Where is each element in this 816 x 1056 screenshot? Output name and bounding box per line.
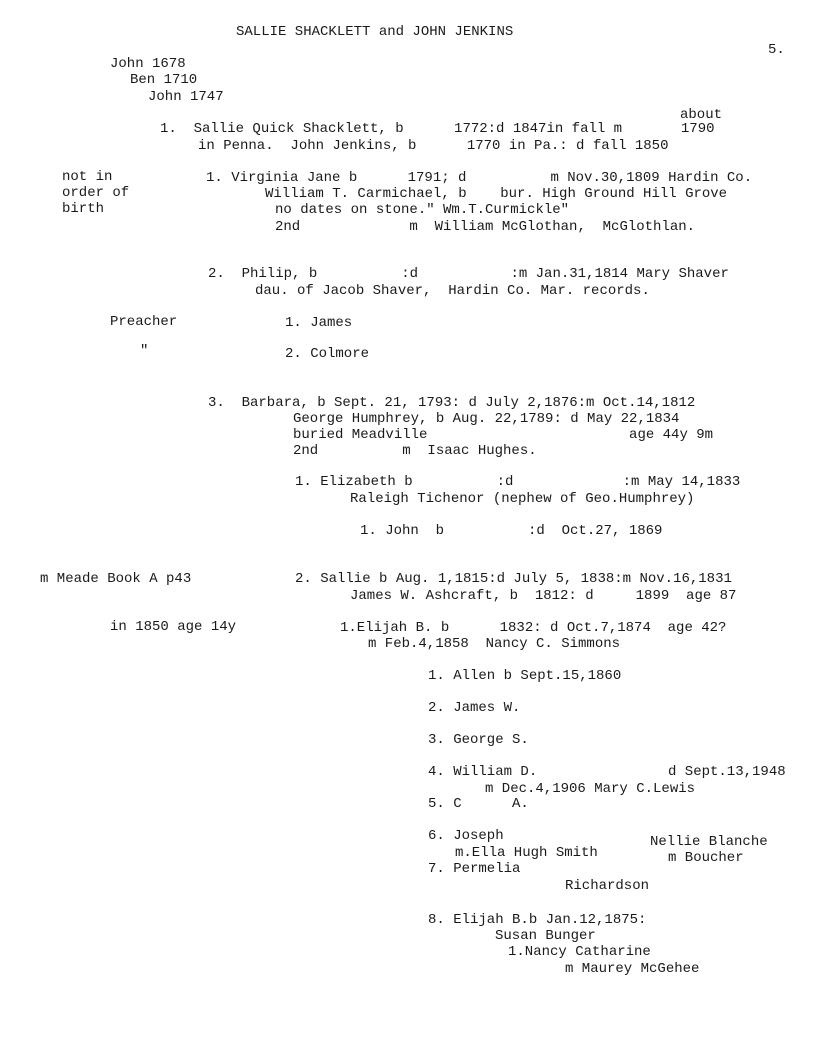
side-note: order of bbox=[62, 185, 130, 201]
entry-line: 1. John b :d Oct.27, 1869 bbox=[360, 523, 663, 539]
child-entry: Nellie Blanche bbox=[650, 834, 768, 850]
child-entry: Susan Bunger bbox=[495, 928, 596, 944]
entry-line: 2. Colmore bbox=[285, 346, 370, 362]
child-entry: 1.Nancy Catharine bbox=[508, 944, 651, 960]
child-entry: d Sept.13,1948 bbox=[668, 764, 786, 780]
entry-line: m Feb.4,1858 Nancy C. Simmons bbox=[368, 636, 621, 652]
side-note: " bbox=[140, 343, 149, 359]
ancestor-line: John 1678 bbox=[110, 56, 186, 72]
child-entry: m Maurey McGehee bbox=[565, 961, 700, 977]
entry-line: William T. Carmichael, b bur. High Ground Hill Grove bbox=[265, 186, 728, 202]
entry-line: James W. Ashcraft, b 1812: d 1899 age 87 bbox=[350, 588, 737, 604]
entry-line: George Humphrey, b Aug. 22,1789: d May 22,1834 bbox=[293, 411, 680, 427]
child-entry: m Dec.4,1906 Mary C.Lewis bbox=[485, 781, 696, 797]
entry-line: no dates on stone." Wm.T.Curmickle" bbox=[275, 202, 570, 218]
entry-line: 1. James bbox=[285, 315, 353, 331]
entry-line: 1.Elijah B. b 1832: d Oct.7,1874 age 42? bbox=[340, 620, 727, 636]
side-note: birth bbox=[62, 201, 105, 217]
child-entry: 1. Allen b Sept.15,1860 bbox=[428, 668, 622, 684]
page-title: SALLIE SHACKLETT and JOHN JENKINS bbox=[236, 24, 514, 40]
main-couple-line: 1. Sallie Quick Shacklett, b 1772:d 1847in fall m 1790 bbox=[160, 121, 715, 137]
about-note: about bbox=[680, 107, 723, 123]
child-entry: 5. C A. bbox=[428, 796, 529, 812]
entry-line: 1. Elizabeth b :d :m May 14,1833 bbox=[295, 474, 741, 490]
entry-line: Raleigh Tichenor (nephew of Geo.Humphrey) bbox=[350, 491, 695, 507]
entry-line: 2nd m Isaac Hughes. bbox=[293, 443, 537, 459]
side-note: Preacher bbox=[110, 314, 178, 330]
child-entry: 2. James W. bbox=[428, 700, 521, 716]
entry-line: 2. Sallie b Aug. 1,1815:d July 5, 1838:m Nov.16,1831 bbox=[295, 571, 732, 587]
entry-line: 3. Barbara, b Sept. 21, 1793: d July 2,1876:m Oct.14,1812 bbox=[208, 395, 696, 411]
entry-line: buried Meadville age 44y 9m bbox=[293, 427, 714, 443]
ancestor-line: Ben 1710 bbox=[130, 72, 198, 88]
page-number: 5. bbox=[768, 42, 785, 58]
child-entry: m Boucher bbox=[668, 850, 744, 866]
ancestor-line: John 1747 bbox=[148, 89, 224, 105]
main-couple-line: in Penna. John Jenkins, b 1770 in Pa.: d fall 1850 bbox=[198, 138, 669, 154]
side-note: in 1850 age 14y bbox=[110, 619, 237, 635]
child-entry: 3. George S. bbox=[428, 732, 529, 748]
side-note: m Meade Book A p43 bbox=[40, 571, 192, 587]
child-entry: 6. Joseph bbox=[428, 828, 504, 844]
child-entry: Richardson bbox=[565, 878, 650, 894]
side-note: not in bbox=[62, 169, 113, 185]
entry-line: 2nd m William McGlothan, McGlothlan. bbox=[275, 219, 696, 235]
child-entry: 4. William D. bbox=[428, 764, 538, 780]
child-entry: 8. Elijah B.b Jan.12,1875: bbox=[428, 912, 647, 928]
entry-line: 1. Virginia Jane b 1791; d m Nov.30,1809 Hardin Co. bbox=[206, 170, 753, 186]
child-entry: m.Ella Hugh Smith bbox=[455, 845, 598, 861]
entry-line: dau. of Jacob Shaver, Hardin Co. Mar. records. bbox=[255, 283, 650, 299]
child-entry: 7. Permelia bbox=[428, 861, 521, 877]
entry-line: 2. Philip, b :d :m Jan.31,1814 Mary Shaver bbox=[208, 266, 729, 282]
